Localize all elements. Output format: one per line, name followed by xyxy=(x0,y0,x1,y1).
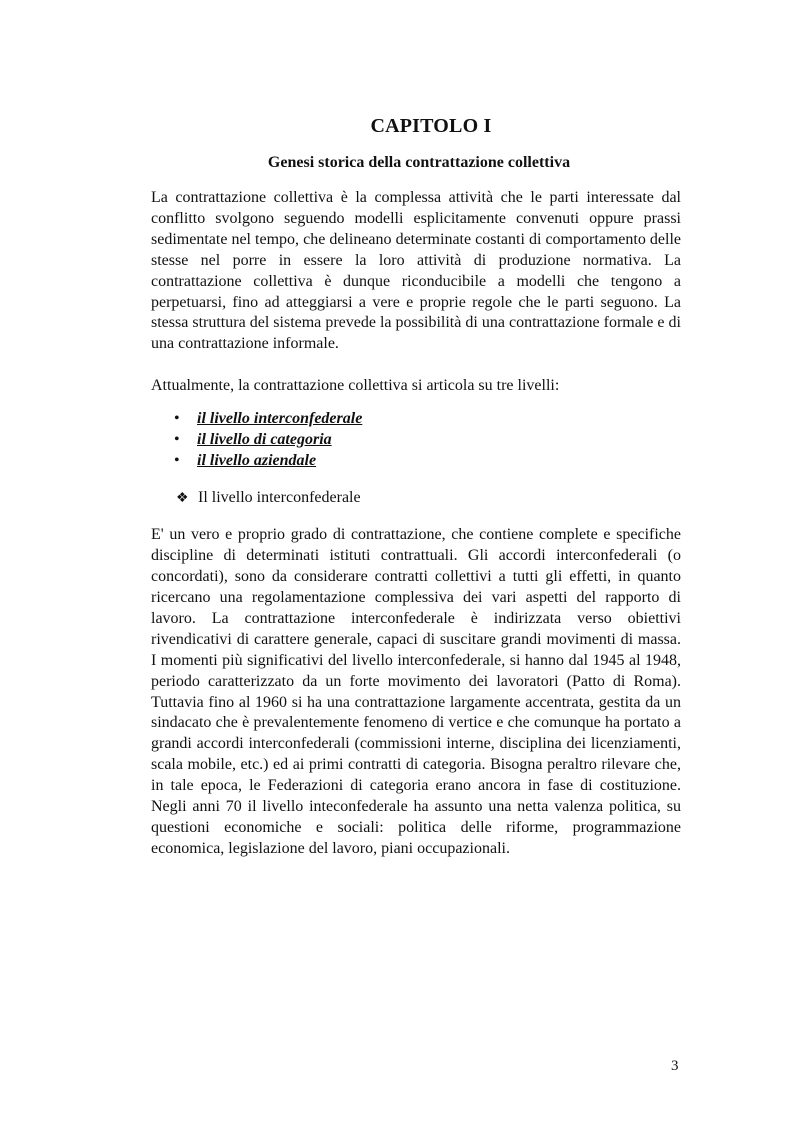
list-item-aziendale xyxy=(151,450,681,471)
section-title: Genesi storica della contrattazione collettiva xyxy=(267,154,571,171)
bullet-icon: • xyxy=(174,431,180,449)
intro-paragraph: La contrattazione collettiva è la complessa attività che le parti interessate dal conflitto svolgono seguendo modelli esplicitamente convenuti oppure prassi sedimentate nel tempo, che delineano determinate costanti di comportamento delle stesse nel porre in essere la loro attività di produzione normativa. La contrattazione collettiva è dunque riconducibile a modelli che tengono a perpetuarsi, fino ad atteggiarsi a vere e proprie regole che le parti seguono. La stessa struttura del sistema prevede la possibilità di una contrattazione formale e di una contrattazione informale. xyxy=(151,189,681,353)
subsection-title: Il livello interconfederale xyxy=(198,489,361,507)
bullet-icon: • xyxy=(174,410,180,428)
bullet-icon: • xyxy=(174,452,180,470)
page-number: 3 xyxy=(671,1058,679,1074)
chapter-title: CAPITOLO I xyxy=(370,115,492,137)
link-livello-interconfederale[interactable]: il livello interconfederale xyxy=(197,410,363,428)
page-content xyxy=(151,112,681,860)
list-item-categoria xyxy=(151,429,681,450)
link-livello-categoria[interactable]: il livello di categoria xyxy=(197,431,332,449)
body-paragraph: E' un vero e proprio grado di contrattazione, che contiene complete e specifiche discipline di determinati istituti contrattuali. Gli accordi interconfederali (o concordati), sono da considerare contratti collettivi a tutti gli effetti, in quanto ricercano una regolamentazione complessiva dei vari aspetti del rapporto di lavoro. La contrattazione interconfederale è indirizzata verso obiettivi rivendicativi di carattere generale, capaci di suscitare grandi movimenti di massa. I momenti più significativi del livello interconfederale, si hanno dal 1945 al 1948, periodo caratterizzato da un forte movimento dei lavoratori (Patto di Roma). Tuttavia fino al 1960 si ha una contrattazione largamente accentrata, gestita da un sindacato che è prevalentemente fenomeno di vertice e che comunque ha portato a grandi accordi interconfederali (commissioni interne, disciplina dei licenziamenti, scala mobile, etc.) ed ai primi contratti di categoria. Bisogna peraltro rilevare che, in tale epoca, le Federazioni di categoria erano ancora in fase di costituzione. Negli anni 70 il livello inteconfederale ha assunto una netta valenza politica, su questioni economiche e sociali: politica delle riforme, programmazione economica, legislazione del lavoro, piani occupazionali. xyxy=(151,526,681,857)
diamond-bullet-icon: ❖ xyxy=(176,491,189,507)
subsection-heading xyxy=(151,487,681,509)
levels-lead-text: Attualmente, la contrattazione collettiva si articola su tre livelli: xyxy=(151,377,560,395)
list-item-interconfederale xyxy=(151,408,681,429)
levels-list xyxy=(151,408,681,471)
link-livello-aziendale[interactable]: il livello aziendale xyxy=(197,452,317,470)
